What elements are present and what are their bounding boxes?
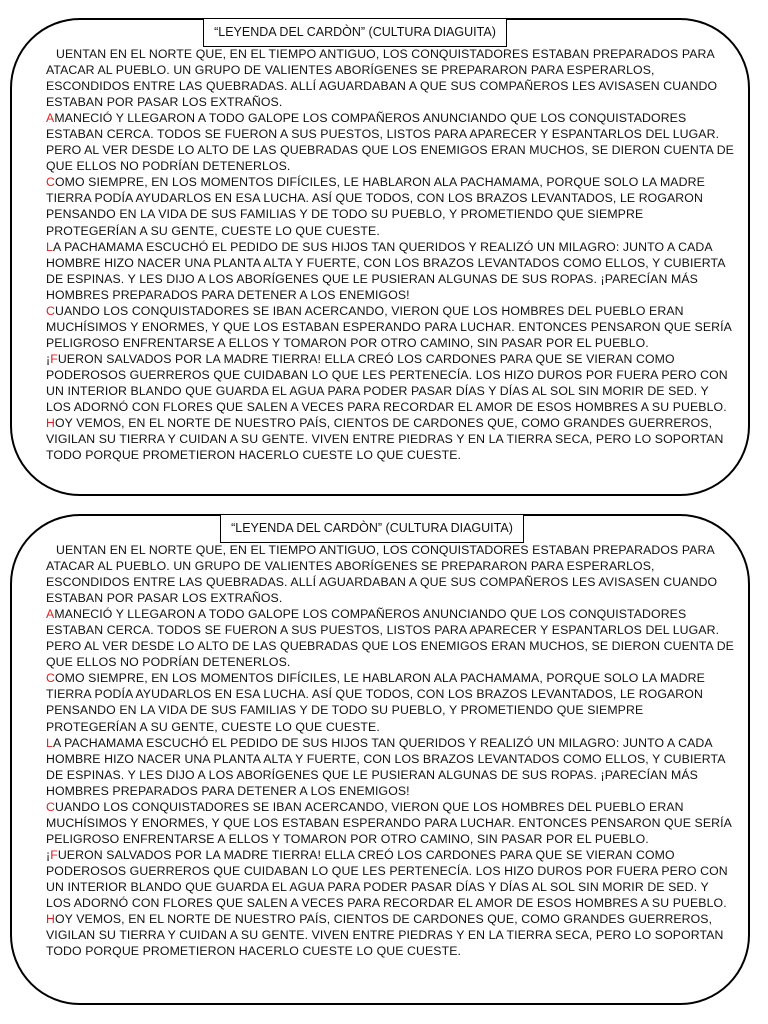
paragraph-text: MANECIÓ Y LLEGARON A TODO GALOPE LOS COMPAÑEROS ANUNCIANDO QUE LOS CONQUISTADORES ESTABAN CERCA. TODOS SE FUERON A SUS PUESTOS, LISTOS PARA APARECER Y ESPANTARLOS DEL LUGAR. PERO AL VER DESDE LO ALTO DE LAS QUEBRADAS QUE LOS ENEMIGOS ERAN MUCHOS, SE DIERON CUENTA DE QUE ELLOS NO PODRÍAN DETENERLOS. <box>46 111 734 174</box>
drop-capital: C <box>46 303 55 318</box>
story-paragraph <box>46 303 736 351</box>
legend-title: “LEYENDA DEL CARDÒN” (CULTURA DIAGUITA) <box>220 514 524 543</box>
story-paragraph <box>46 606 736 670</box>
story-paragraph <box>46 351 736 415</box>
legend-story <box>46 46 736 463</box>
paragraph-text: A PACHAMAMA ESCUCHÓ EL PEDIDO DE SUS HIJOS TAN QUERIDOS Y REALIZÓ UN MILAGRO: JUNTO A CADA HOMBRE HIZO NACER UNA PLANTA ALTA Y FUERTE, CON LOS BRAZOS LEVANTADOS COMO ELLOS, Y CUBIERTA DE ESPINAS. Y LES DIJO A LOS ABORÍGENES QUE LE PUSIERAN ALGUNAS DE SUS ROPAS. ¡PARECÍAN MÁS HOMBRES PREPARADOS PARA DETENER A LOS ENEMIGOS! <box>46 239 725 302</box>
story-paragraph <box>46 847 736 911</box>
story-paragraph <box>46 46 736 110</box>
story-paragraph <box>46 415 736 463</box>
drop-initial: ¡F <box>46 351 58 366</box>
legend-card <box>10 18 750 496</box>
drop-capital: F <box>50 847 58 862</box>
legend-story <box>46 542 736 959</box>
drop-capital: L <box>46 239 53 254</box>
paragraph-text: UERON SALVADOS POR LA MADRE TIERRA! ELLA CREÓ LOS CARDONES PARA QUE SE VIERAN COMO PODEROSOS GUERREROS QUE CUIDABAN LO QUE LES PERTENECÍA. LOS HIZO DUROS POR FUERA PERO CON UN INTERIOR BLANDO QUE GUARDA EL AGUA PARA PODER PASAR DÍAS Y DÍAS AL SOL SIN MORIR DE SED. Y LOS ADORNÓ CON FLORES QUE SALEN A VECES PARA RECORDAR EL AMOR DE ESOS HOMBRES A SU PUEBLO. <box>46 351 728 415</box>
drop-initial <box>46 304 55 318</box>
drop-capital: C <box>46 799 55 814</box>
story-paragraph <box>46 110 736 174</box>
story-paragraph <box>46 911 736 959</box>
drop-capital: A <box>46 111 55 126</box>
paragraph-text: UANDO LOS CONQUISTADORES SE IBAN ACERCANDO, VIERON QUE LOS HOMBRES DEL PUEBLO ERAN MUCHÍSIMOS Y ENORMES, Y QUE LOS ESTABAN ESPERANDO PARA LUCHAR. ENTONCES PENSARON QUE SERÍA PELIGROSO ENFRENTARSE A ELLOS Y TOMARON POR OTRO CAMINO, SIN PASAR POR EL PUEBLO. <box>46 799 732 846</box>
drop-initial <box>46 800 55 814</box>
paragraph-text: UANDO LOS CONQUISTADORES SE IBAN ACERCANDO, VIERON QUE LOS HOMBRES DEL PUEBLO ERAN MUCHÍSIMOS Y ENORMES, Y QUE LOS ESTABAN ESPERANDO PARA LUCHAR. ENTONCES PENSARON QUE SERÍA PELIGROSO ENFRENTARSE A ELLOS Y TOMARON POR OTRO CAMINO, SIN PASAR POR EL PUEBLO. <box>46 303 732 350</box>
drop-capital: H <box>46 912 55 927</box>
paragraph-text: UENTAN EN EL NORTE QUE, EN EL TIEMPO ANTIGUO, LOS CONQUISTADORES ESTABAN PREPARADOS PARA ATACAR AL PUEBLO. UN GRUPO DE VALIENTES ABORÍGENES SE PREPARARON PARA ESPERARLOS, ESCONDIDOS ENTRE LAS QUEBRADAS. ALLÍ AGUARDABAN A QUE SUS COMPAÑEROS LES AVISASEN CUANDO ESTABAN POR PASAR LOS EXTRAÑOS. <box>46 543 718 606</box>
legend-title: “LEYENDA DEL CARDÒN” (CULTURA DIAGUITA) <box>203 18 507 47</box>
paragraph-text: UENTAN EN EL NORTE QUE, EN EL TIEMPO ANTIGUO, LOS CONQUISTADORES ESTABAN PREPARADOS PARA ATACAR AL PUEBLO. UN GRUPO DE VALIENTES ABORÍGENES SE PREPARARON PARA ESPERARLOS, ESCONDIDOS ENTRE LAS QUEBRADAS. ALLÍ AGUARDABAN A QUE SUS COMPAÑEROS LES AVISASEN CUANDO ESTABAN POR PASAR LOS EXTRAÑOS. <box>46 47 718 110</box>
drop-initial <box>46 671 55 685</box>
drop-capital: L <box>46 735 53 750</box>
story-paragraph <box>46 542 736 606</box>
drop-initial <box>46 240 53 254</box>
paragraph-text: UERON SALVADOS POR LA MADRE TIERRA! ELLA CREÓ LOS CARDONES PARA QUE SE VIERAN COMO PODEROSOS GUERREROS QUE CUIDABAN LO QUE LES PERTENECÍA. LOS HIZO DUROS POR FUERA PERO CON UN INTERIOR BLANDO QUE GUARDA EL AGUA PARA PODER PASAR DÍAS Y DÍAS AL SOL SIN MORIR DE SED. Y LOS ADORNÓ CON FLORES QUE SALEN A VECES PARA RECORDAR EL AMOR DE ESOS HOMBRES A SU PUEBLO. <box>46 847 728 911</box>
story-paragraph <box>46 239 736 303</box>
paragraph-text: MANECIÓ Y LLEGARON A TODO GALOPE LOS COMPAÑEROS ANUNCIANDO QUE LOS CONQUISTADORES ESTABAN CERCA. TODOS SE FUERON A SUS PUESTOS, LISTOS PARA APARECER Y ESPANTARLOS DEL LUGAR. PERO AL VER DESDE LO ALTO DE LAS QUEBRADAS QUE LOS ENEMIGOS ERAN MUCHOS, SE DIERON CUENTA DE QUE ELLOS NO PODRÍAN DETENERLOS. <box>46 607 734 670</box>
drop-capital: H <box>46 416 55 431</box>
paragraph-text: OMO SIEMPRE, EN LOS MOMENTOS DIFÍCILES, LE HABLARON ALA PACHAMAMA, PORQUE SOLO LA MADRE TIERRA PODÍA AYUDARLOS EN ESA LUCHA. ASÍ QUE TODOS, CON LOS BRAZOS LEVANTADOS, LE ROGARON PENSANDO EN LA VIDA DE SUS FAMILIAS Y DE TODO SU PUEBLO, Y PROMETIENDO QUE SIEMPRE PROTEGERÍAN A SU GENTE, CUESTE LO QUE CUESTE. <box>46 671 705 734</box>
legend-card <box>10 514 750 1005</box>
story-paragraph <box>46 735 736 799</box>
story-paragraph <box>46 799 736 847</box>
story-paragraph <box>46 174 736 238</box>
paragraph-text: OMO SIEMPRE, EN LOS MOMENTOS DIFÍCILES, LE HABLARON ALA PACHAMAMA, PORQUE SOLO LA MADRE TIERRA PODÍA AYUDARLOS EN ESA LUCHA. ASÍ QUE TODOS, CON LOS BRAZOS LEVANTADOS, LE ROGARON PENSANDO EN LA VIDA DE SUS FAMILIAS Y DE TODO SU PUEBLO, Y PROMETIENDO QUE SIEMPRE PROTEGERÍAN A SU GENTE, CUESTE LO QUE CUESTE. <box>46 175 705 238</box>
story-paragraph <box>46 670 736 734</box>
drop-initial <box>46 416 55 430</box>
paragraph-text: OY VEMOS, EN EL NORTE DE NUESTRO PAÍS, CIENTOS DE CARDONES QUE, COMO GRANDES GUERREROS, VIGILAN SU TIERRA Y CUIDAN A SU GENTE. VIVEN ENTRE PIEDRAS Y EN LA TIERRA SECA, PERO LO SOPORTAN TODO PORQUE PROMETIERON HACERLO CUESTE LO QUE CUESTE. <box>46 416 724 463</box>
drop-initial <box>46 736 53 750</box>
drop-initial: ¡F <box>46 847 58 862</box>
drop-capital: C <box>46 175 55 190</box>
drop-initial <box>46 175 55 189</box>
drop-capital: F <box>50 351 58 366</box>
paragraph-text: A PACHAMAMA ESCUCHÓ EL PEDIDO DE SUS HIJOS TAN QUERIDOS Y REALIZÓ UN MILAGRO: JUNTO A CADA HOMBRE HIZO NACER UNA PLANTA ALTA Y FUERTE, CON LOS BRAZOS LEVANTADOS COMO ELLOS, Y CUBIERTA DE ESPINAS. Y LES DIJO A LOS ABORÍGENES QUE LE PUSIERAN ALGUNAS DE SUS ROPAS. ¡PARECÍAN MÁS HOMBRES PREPARADOS PARA DETENER A LOS ENEMIGOS! <box>46 735 725 798</box>
drop-initial <box>46 912 55 926</box>
drop-capital: A <box>46 607 55 622</box>
paragraph-text: OY VEMOS, EN EL NORTE DE NUESTRO PAÍS, CIENTOS DE CARDONES QUE, COMO GRANDES GUERREROS, VIGILAN SU TIERRA Y CUIDAN A SU GENTE. VIVEN ENTRE PIEDRAS Y EN LA TIERRA SECA, PERO LO SOPORTAN TODO PORQUE PROMETIERON HACERLO CUESTE LO QUE CUESTE. <box>46 912 724 959</box>
drop-capital: C <box>46 671 55 686</box>
